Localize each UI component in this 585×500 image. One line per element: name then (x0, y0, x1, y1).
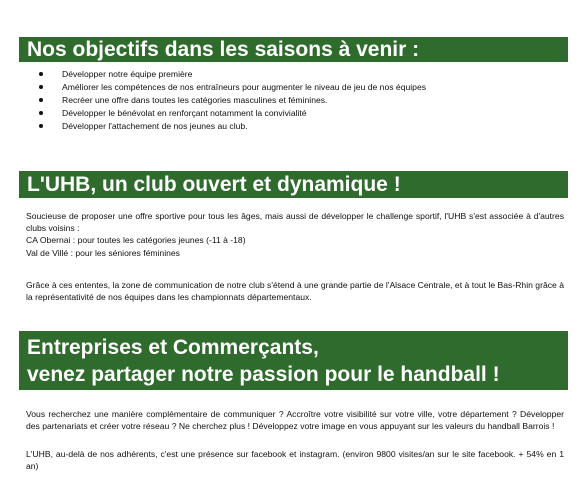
list-item-text: Améliorer les compétences de nos entraîneurs pour augmenter le niveau de jeu de nos équipes (62, 82, 427, 92)
bullet-icon (39, 85, 43, 89)
club-reach-paragraph: Grâce à ces ententes, la zone de communication de notre club s'étend à une grande partie de l'Alsace Centrale, et à tout le Bas-Rhin grâce à la représentativité de nos équipes dans les championnats départementaux. (26, 280, 564, 303)
sponsors-heading-line2: venez partager notre passion pour le handball ! (27, 363, 500, 386)
list-item-text: Développer notre équipe première (62, 69, 193, 79)
club-partner-obernai: CA Obernai : pour toutes les catégories jeunes (-11 à -18) (26, 235, 246, 246)
sponsors-pitch-paragraph: Vous recherchez une manière complémentaire de communiquer ? Accroître votre visibilité sur votre ville, votre département ? Développer des partenariats et créer votre réseau ? Ne cherchez plus ! Développez votre image en vous appuyant sur les valeurs du handball Barrois ! (26, 409, 564, 432)
list-item-text: Recréer une offre dans toutes les catégories masculines et féminines. (62, 95, 328, 105)
social-presence-paragraph: L'UHB, au-delà de nos adhérents, c'est une présence sur facebook et instagram. (environ 9800 visites/an sur le site facebook. + 54% en 1 an) (26, 449, 564, 472)
bullet-icon (39, 98, 43, 102)
bullet-icon (39, 72, 43, 76)
list-item-text: Développer l'attachement de nos jeunes au club. (62, 121, 248, 131)
bullet-icon (39, 111, 43, 115)
objectives-list (39, 68, 426, 133)
sponsors-heading-line1: Entreprises et Commerçants, (27, 336, 319, 359)
section-heading-sponsors (19, 331, 568, 390)
section-heading-club: L'UHB, un club ouvert et dynamique ! (19, 171, 568, 198)
list-item (39, 107, 426, 120)
club-partnership-paragraph (26, 210, 564, 259)
list-item (39, 68, 426, 81)
club-intro-text: Soucieuse de proposer une offre sportive pour tous les âges, mais aussi de développer le challenge sportif, l'UHB s'est associée à d'autres clubs voisins : (26, 211, 564, 234)
club-partner-ville: Val de Villé : pour les séniores féminines (26, 247, 180, 258)
list-item (39, 94, 426, 107)
section-heading-objectives: Nos objectifs dans les saisons à venir : (19, 37, 568, 62)
list-item-text: Développer le bénévolat en renforçant notamment la convivialité (62, 108, 307, 118)
list-item (39, 81, 426, 94)
bullet-icon (39, 124, 43, 128)
list-item (39, 120, 426, 133)
